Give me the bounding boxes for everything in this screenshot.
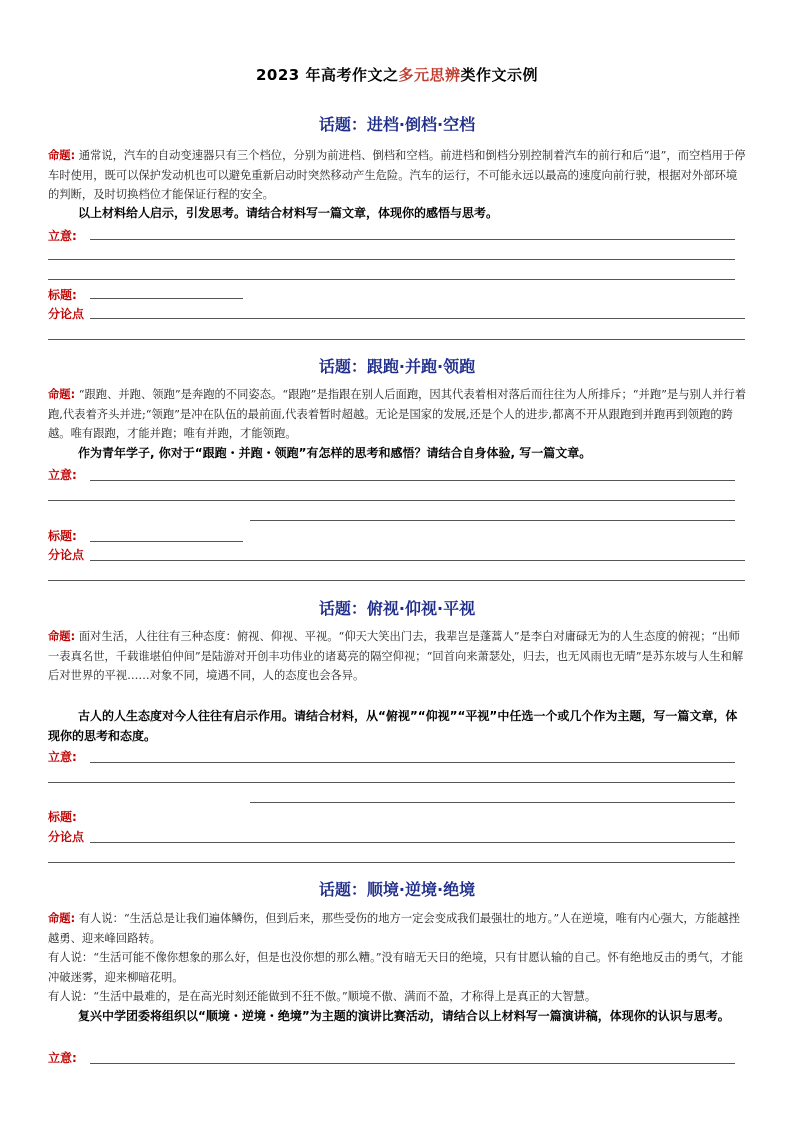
writing-line[interactable] xyxy=(48,782,735,783)
material-paragraph: 有人说：“生活中最难的，是在高光时刻还能做到不狂不傲。”顺境不傲、满而不盈，才称得上是真正的大智慧。 xyxy=(48,990,597,1003)
task-text: 古人的人生态度对今人往往有启示作用。请结合材料，从“俯视”“仰视”“平视”中任选一个或几个作为主题，写一篇文章，体现你的思考和态度。 xyxy=(48,709,738,743)
writing-line[interactable] xyxy=(90,842,735,843)
writing-line[interactable] xyxy=(90,480,735,481)
title-highlight: 多元思辨 xyxy=(398,66,461,84)
section-1-title: 话题：进档·倒档·空档 xyxy=(318,115,476,134)
mingti-label: 命题: xyxy=(48,149,76,162)
liyi-label: 立意: xyxy=(48,468,77,482)
section-3-material xyxy=(48,627,748,686)
writing-line[interactable] xyxy=(48,339,745,340)
fenlundian-label: 分论点 xyxy=(48,548,85,562)
writing-line[interactable] xyxy=(90,318,745,319)
task-text: 作为青年学子, 你对于“跟跑・并跑・领跑”有怎样的思考和感悟？请结合自身体验, 写一篇文章。 xyxy=(78,446,592,460)
mingti-label: 命题: xyxy=(48,912,76,925)
title-prefix: 2023 年高考作文之 xyxy=(255,66,399,84)
section-2-task xyxy=(48,444,748,464)
mingti-label: 命题: xyxy=(48,388,76,401)
section-1-task xyxy=(48,204,748,224)
section-4-material xyxy=(48,909,748,1007)
writing-line[interactable] xyxy=(48,500,735,501)
material-paragraph xyxy=(48,909,748,948)
page-title xyxy=(0,64,794,85)
biaoti-label: 标题: xyxy=(48,288,77,302)
writing-line[interactable] xyxy=(48,279,735,280)
material-paragraph: 有人说：“生活可能不像你想象的那么好，但是也没你想的那么糟。”没有暗无天日的绝境，只有甘愿认输的自己。怀有绝地反击的勇气，才能冲破迷雾，迎来柳暗花明。 xyxy=(48,951,744,984)
biaoti-label: 标题: xyxy=(48,529,77,543)
mingti-label: 命题: xyxy=(48,630,76,643)
fenlundian-label: 分论点 xyxy=(48,307,85,321)
writing-line[interactable] xyxy=(90,239,735,240)
fenlundian-label: 分论点 xyxy=(48,830,85,844)
writing-line[interactable] xyxy=(90,1063,735,1064)
material-text: 有人说：“生活总是让我们遍体鳞伤，但到后来，那些受伤的地方一定会变成我们最强壮的地方。”人在逆境，唯有内心强大，方能越挫越勇、迎来峰回路转。 xyxy=(48,912,740,945)
writing-line[interactable] xyxy=(250,520,735,521)
title-suffix: 类作文示例 xyxy=(460,66,538,84)
section-3-title: 话题：俯视·仰视·平视 xyxy=(318,599,476,618)
section-4-task xyxy=(48,1007,748,1027)
writing-line[interactable] xyxy=(90,762,735,763)
writing-line[interactable] xyxy=(90,560,745,561)
section-4-title: 话题：顺境·逆境·绝境 xyxy=(318,880,476,899)
title-writing-line[interactable] xyxy=(90,298,243,299)
liyi-label: 立意: xyxy=(48,1051,77,1065)
section-3-task xyxy=(48,707,748,746)
liyi-label: 立意: xyxy=(48,229,77,243)
title-writing-line[interactable] xyxy=(90,541,243,542)
writing-line[interactable] xyxy=(48,862,735,863)
liyi-label: 立意: xyxy=(48,750,77,764)
task-text: 以上材料给人启示，引发思考。请结合材料写一篇文章，体现你的感悟与思考。 xyxy=(78,206,499,220)
material-text: “跟跑、并跑、领跑”是奔跑的不同姿态。“跟跑”是指跟在别人后面跑，因其代表着相对落后而往往为人所排斥；“并跑”是与别人并行着跑,代表着齐头并进;“领跑”是冲在队伍的最前面,代表着暂时超越。无论是国家的发展,还是个人的进步,都离不开从跟跑到并跑再到领跑的跨越。唯有跟跑，才能并跑；唯有并跑，才能领跑。 xyxy=(48,388,747,440)
section-2-material xyxy=(48,385,748,444)
writing-line[interactable] xyxy=(250,802,735,803)
writing-line[interactable] xyxy=(48,259,735,260)
section-2-title: 话题：跟跑·并跑·领跑 xyxy=(318,357,476,376)
writing-line[interactable] xyxy=(48,580,745,581)
section-1-material xyxy=(48,146,748,205)
task-text: 复兴中学团委将组织以“顺境・逆境・绝境”为主题的演讲比赛活动，请结合以上材料写一篇演讲稿，体现你的认识与思考。 xyxy=(78,1009,730,1023)
material-text: 通常说，汽车的自动变速器只有三个档位，分别为前进档、倒档和空档。前进档和倒档分别控制着汽车的前行和后“退”，而空档用于停车时使用，既可以保护发动机也可以避免重新启动时突然移动产生危险。汽车的运行，不可能永远以最高的速度向前行驶，根据对外部环境的判断，及时切换档位才能保证行程的安全。 xyxy=(48,149,746,201)
material-text: 面对生活，人往往有三种态度：俯视、仰视、平视。“仰天大笑出门去，我辈岂是蓬蒿人”是李白对庸碌无为的人生态度的俯视；“出师一表真名世，千载谁堪伯仲间”是陆游对开创丰功伟业的诸葛亮的隔空仰视；“回首向来萧瑟处，归去，也无风雨也无晴”是苏东坡与人生和解后对世界的平视……对象不同，境遇不同，人的态度也会各异。 xyxy=(48,630,744,682)
biaoti-label: 标题: xyxy=(48,810,77,824)
